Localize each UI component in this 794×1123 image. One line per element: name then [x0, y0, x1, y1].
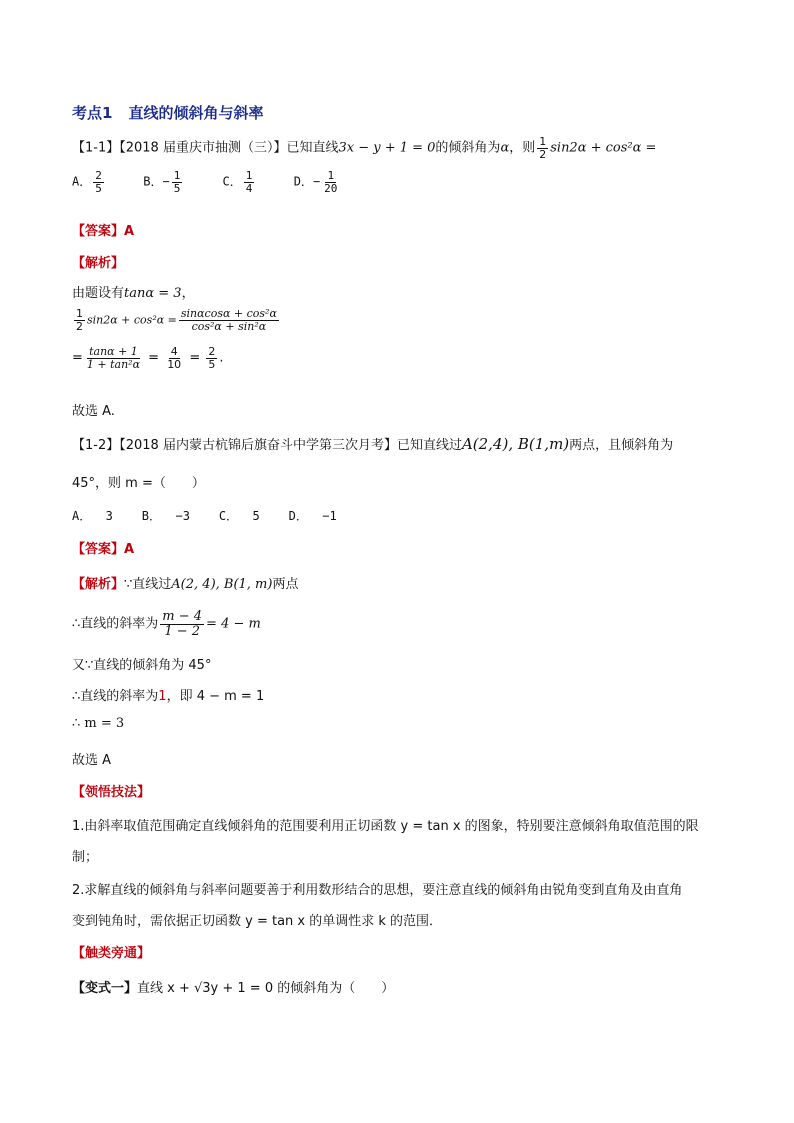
problem-1-2-options: A． 3 B． −3 C． 5 D． −1: [72, 509, 337, 523]
tip-1-line-2: 制；: [72, 850, 99, 865]
question-text: 直线 x + √3y + 1 = 0 的倾斜角为（ ）: [137, 981, 395, 996]
step-text: ，即 4 − m = 1: [166, 689, 265, 704]
slope-fraction: [160, 610, 204, 638]
answer-line: [72, 220, 134, 239]
option-fraction: [244, 170, 255, 194]
numerator: 1: [245, 169, 253, 182]
section-number: 考点1: [72, 104, 113, 122]
denominator: 1 − 2: [164, 623, 201, 639]
line-equation: 3x − y + 1 = 0: [338, 140, 436, 156]
option-a: [72, 170, 136, 194]
numerator: 4: [170, 345, 178, 358]
numerator: tanα + 1: [89, 345, 138, 358]
denominator: 4: [245, 181, 253, 195]
solution-step-2: [72, 308, 281, 332]
stem-text: ，则: [509, 140, 536, 156]
analysis-label: 【解析】: [72, 256, 125, 271]
section-heading: 直线的倾斜角与斜率: [128, 104, 264, 122]
answer-label: 【答案】: [72, 542, 125, 557]
step-expression: sin2α + cos²α =: [87, 313, 177, 327]
denominator: 5: [95, 181, 102, 195]
answer-value: A: [124, 542, 135, 557]
step-fraction: [85, 346, 142, 370]
option-fraction: [172, 170, 183, 194]
minus-sign: −: [312, 174, 321, 189]
step-equation: tanα = 3: [124, 286, 182, 301]
problem-1-1-stem: [72, 136, 656, 160]
step-text: .: [219, 350, 224, 366]
problem-1-2-stem: [72, 434, 673, 453]
points: A(2,4), B(1,m): [461, 435, 570, 453]
option-d: [294, 170, 374, 194]
step-text: ∵直线过: [124, 577, 172, 592]
step-fraction: [206, 346, 217, 370]
analysis-label: 【解析】: [72, 577, 125, 592]
problem-1-2-stem-line2: 45°，则 m =（ ）: [72, 476, 205, 491]
half-fraction: [537, 136, 548, 160]
numerator: 1: [76, 307, 83, 320]
stem-text: 两点，且倾斜角为: [569, 438, 674, 453]
equals-sign: =: [72, 350, 83, 366]
analysis-line-3: 又∵直线的倾斜角为 45°: [72, 658, 212, 673]
tip-2-line-2: 变到钝角时，需依据正切函数 y = tan x 的单调性求 k 的范围．: [72, 914, 443, 929]
option-label: A．: [72, 174, 92, 189]
problem-tag: 【1-2】【2018 届内蒙古杭锦后旗奋斗中学第三次月考】已知直线过: [72, 438, 462, 453]
step-text: 由题设有: [72, 286, 125, 301]
tips-label: 【领悟技法】: [72, 785, 151, 800]
half-fraction: [74, 308, 85, 332]
numerator: sinαcosα + cos²α: [180, 307, 277, 320]
step-text: 两点: [272, 577, 299, 592]
denominator: 1 + tan²α: [86, 357, 141, 371]
option-label: D．: [293, 174, 313, 189]
option-label: B．: [143, 174, 163, 189]
practice-question: [72, 977, 394, 996]
option-fraction: [322, 170, 339, 194]
denominator: 10: [167, 357, 182, 371]
step-text: ∴直线的斜率为: [72, 689, 159, 704]
analysis-line-1: [72, 573, 298, 592]
denominator: 5: [208, 357, 216, 371]
stem-text: 的倾斜角为: [435, 140, 501, 156]
option-fraction: [93, 170, 104, 194]
option-label: C．: [222, 174, 242, 189]
practice-label: 【触类旁通】: [72, 946, 151, 961]
numerator: 2: [95, 169, 102, 182]
alpha-symbol: α: [500, 140, 510, 156]
problem-1-1-options: [72, 170, 374, 194]
analysis-line-4: [72, 685, 264, 704]
step-fraction: [165, 346, 183, 370]
numerator: 1: [327, 169, 335, 182]
answer-line: [72, 538, 134, 557]
numerator: 1: [539, 135, 547, 148]
variant-tag: 【变式一】: [72, 981, 138, 996]
highlighted-value: 1: [158, 689, 167, 704]
minus-sign: −: [162, 174, 170, 189]
step-text: ∴直线的斜率为: [72, 616, 159, 632]
conclusion: 故选 A: [72, 753, 112, 768]
option-c: [222, 170, 286, 194]
denominator: 2: [76, 319, 83, 333]
conclusion: 故选 A.: [72, 404, 115, 419]
tip-1-line-1: 1.由斜率取值范围确定直线倾斜角的范围要利用正切函数 y = tan x 的图象，特别要注意倾斜角取值范围的限: [72, 819, 699, 834]
step-expression: = 4 − m: [206, 616, 261, 632]
section-title: [72, 102, 263, 123]
answer-label: 【答案】: [72, 224, 125, 239]
solution-step-1: [72, 282, 195, 301]
target-expression: sin2α + cos²α =: [550, 140, 657, 156]
numerator: m − 4: [162, 609, 203, 624]
analysis-line-5: ∴ m = 3: [72, 716, 125, 731]
tip-2-line-1: 2.求解直线的倾斜角与斜率问题要善于利用数形结合的思想，要注意直线的倾斜角由锐角变到直角及由直角: [72, 883, 683, 898]
denominator: 2: [539, 147, 547, 161]
points: A(2, 4), B(1, m): [171, 577, 273, 592]
numerator: 2: [208, 345, 216, 358]
denominator: 5: [173, 181, 181, 195]
problem-tag: 【1-1】【2018 届重庆市抽测（三）】已知直线: [72, 140, 339, 156]
numerator: 1: [173, 169, 181, 182]
denominator: 20: [324, 181, 338, 195]
solution-step-3: = $\frac{\tan\alpha + 1}{\text{1 + tan²α}}$ = $\frac{4}{10}$ = $\frac{2}{5}$ .: [72, 345, 224, 371]
option-b: [143, 170, 215, 194]
step-text: ，: [181, 286, 195, 301]
step-fraction: [179, 308, 279, 332]
answer-value: A: [124, 224, 135, 239]
analysis-line-2: [72, 610, 261, 638]
denominator: cos²α + sin²α: [191, 319, 267, 333]
